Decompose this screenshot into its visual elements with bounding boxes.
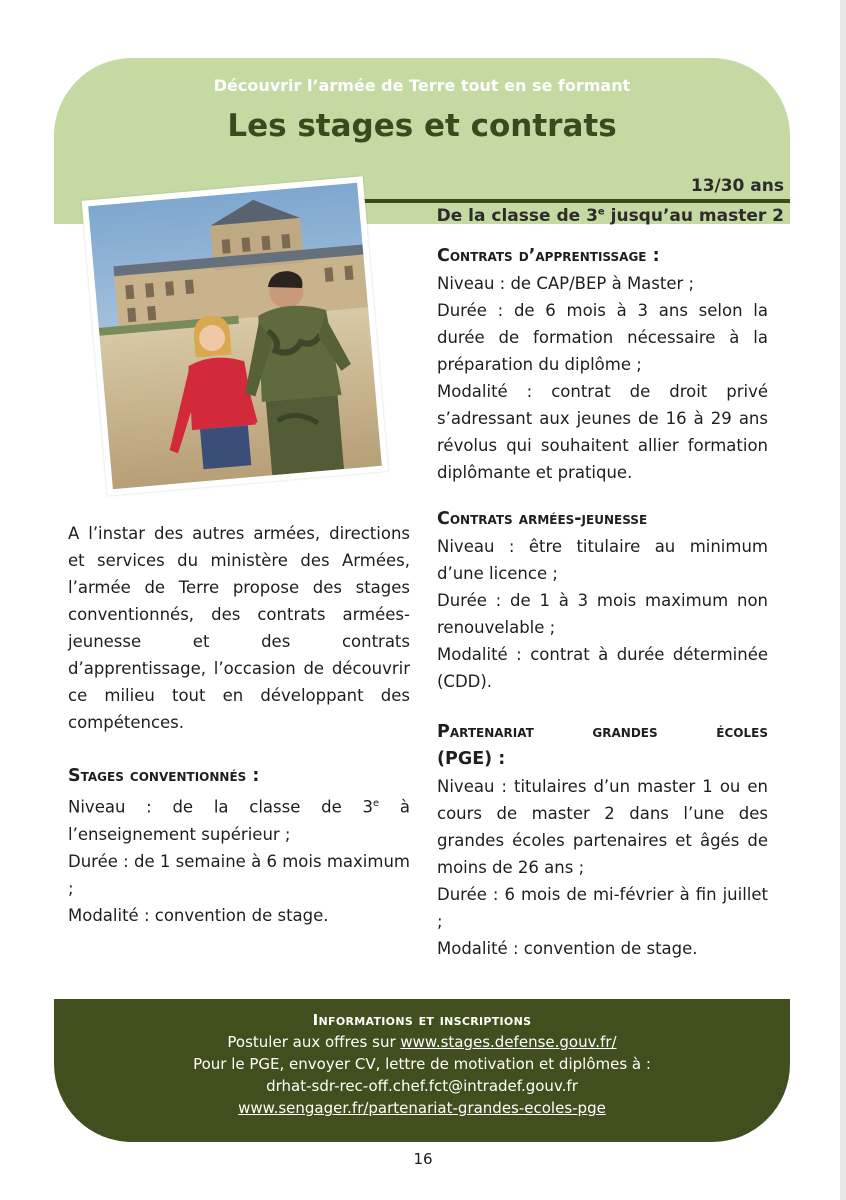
armees-jeunesse-level: Niveau : être titulaire au minimum d’une licence ; (437, 537, 768, 583)
stages-link[interactable]: www.stages.defense.gouv.fr/ (400, 1033, 617, 1051)
photo-soldier-and-student (82, 176, 389, 495)
stages-level (68, 790, 410, 848)
apprentissage-modality: Modalité : contrat de droit privé s’adressant aux jeunes de 16 à 29 ans révolus qui souhaitent allier formation diplômante et pratique. (437, 382, 768, 482)
level-sup: e (597, 206, 605, 218)
apprentissage-duration: Durée : de 6 mois à 3 ans selon la durée de formation nécessaire à la préparation du diplôme ; (437, 301, 768, 374)
pge-title-line-2: (PGE) : (437, 749, 506, 769)
armees-jeunesse-modality: Modalité : contrat à durée déterminée (CDD). (437, 645, 768, 691)
stages-title: Stages conventionnés : (68, 766, 260, 786)
stages-level-suffix: à l’enseignement supérieur ; (68, 797, 410, 844)
photo-illustration (88, 183, 382, 489)
education-level (437, 206, 784, 226)
pge-level: Niveau : titulaires d’un master 1 ou en cours de master 2 dans l’une des grandes écoles partenaires et âgés de moins de 26 ans ; (437, 777, 768, 877)
armees-jeunesse-duration: Durée : de 1 à 3 mois maximum non renouvelable ; (437, 591, 768, 637)
scroll-edge (840, 0, 846, 1200)
pge-duration: Durée : 6 mois de mi-février à fin juillet ; (437, 885, 768, 931)
level-prefix: De la classe de 3 (436, 206, 598, 226)
pge-title (437, 719, 768, 746)
age-range: 13/30 ans (690, 176, 784, 196)
right-column (437, 243, 768, 962)
pge-body (437, 773, 768, 962)
footer-line-1 (54, 1031, 790, 1053)
apprentissage-level: Niveau : de CAP/BEP à Master ; (437, 274, 695, 293)
stages-duration: Durée : de 1 semaine à 6 mois maximum ; (68, 851, 410, 898)
pge-modality: Modalité : convention de stage. (437, 939, 698, 958)
footer-email[interactable]: drhat-sdr-rec-off.chef.fct@intradef.gouv.fr (266, 1077, 578, 1095)
info-footer (54, 999, 790, 1142)
footer-heading: Informations et inscriptions (312, 1011, 532, 1029)
pge-title-word-2: grandes (592, 722, 658, 742)
left-column (68, 520, 410, 929)
page-number: 16 (413, 1150, 433, 1168)
footer-line-2: Pour le PGE, envoyer CV, lettre de motivation et diplômes à : (193, 1055, 651, 1073)
pge-title-word-1: Partenariat (437, 722, 534, 742)
apprentissage-body (437, 270, 768, 486)
armees-jeunesse-body (437, 533, 768, 695)
apprentissage-title: Contrats d’apprentissage : (437, 246, 660, 266)
stages-body (68, 790, 410, 929)
pge-title-word-3: écoles (716, 722, 768, 742)
pge-link[interactable]: www.sengager.fr/partenariat-grandes-ecoles-pge (238, 1099, 606, 1117)
intro-paragraph (68, 520, 410, 736)
armees-jeunesse-title: Contrats armées-jeunesse (437, 509, 648, 529)
page-title: Les stages et contrats (227, 108, 617, 144)
header-subtitle: Découvrir l’armée de Terre tout en se formant (213, 76, 631, 95)
divider-rule (362, 199, 790, 203)
stages-level-prefix: Niveau : de la classe de 3 (68, 797, 373, 817)
intro-text: A l’instar des autres armées, directions et services du ministère des Armées, l’armée de Terre propose des stages conventionnés, des contrats armées-jeunesse et des contrats d’apprentissage, l’occasion de découvrir ce milieu tout en développant des compétences. (68, 524, 410, 732)
stages-level-sup: e (372, 798, 380, 809)
stages-modality: Modalité : convention de stage. (68, 905, 329, 925)
footer-line1-prefix: Postuler aux offres sur (227, 1033, 401, 1051)
level-suffix: jusqu’au master 2 (604, 206, 784, 226)
